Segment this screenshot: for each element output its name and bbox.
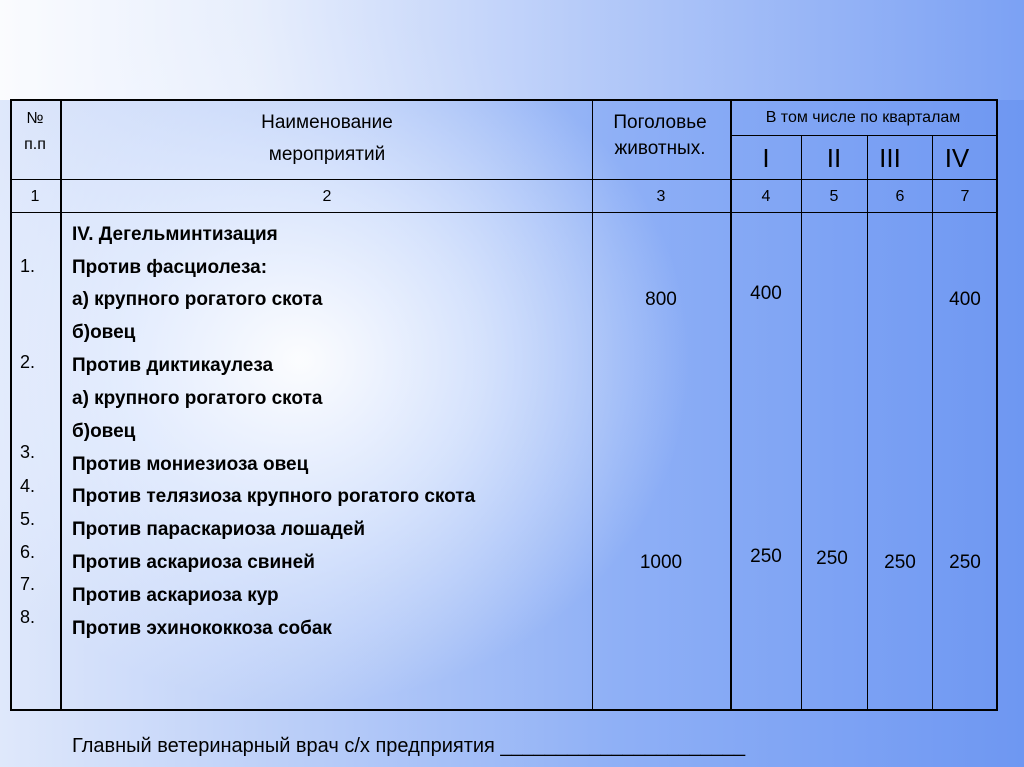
grid-line <box>801 136 802 710</box>
quarter-3-value: 250 <box>884 552 916 573</box>
quarter-2-value: 250 <box>816 548 848 569</box>
measure-item: Против параскариоза лошадей <box>72 519 366 540</box>
header-num-symbol: № <box>26 110 44 127</box>
grid-line <box>932 136 933 710</box>
header-quarter-4: IV <box>944 143 970 173</box>
column-number: 4 <box>761 188 771 205</box>
quarter-1-value: 400 <box>750 283 782 304</box>
livestock-value: 1000 <box>639 552 683 573</box>
row-number: 1. <box>20 256 36 276</box>
measure-item: Против телязиоза крупного рогатого скота <box>72 486 476 507</box>
header-quarter-3: III <box>879 143 901 173</box>
measure-item: Против фасциолеза: <box>72 257 268 278</box>
quarter-4-value: 250 <box>949 552 981 573</box>
header-livestock-line1: Поголовье <box>613 112 707 133</box>
grid-line <box>592 100 593 710</box>
measure-item: б)овец <box>72 322 136 343</box>
header-name-line1: Наименование <box>261 112 393 133</box>
column-number: 5 <box>829 188 839 205</box>
measure-item: Против эхинококкоза собак <box>72 618 332 639</box>
row-number: 4. <box>20 476 36 496</box>
column-number: 7 <box>960 188 970 205</box>
grid-line <box>10 212 998 213</box>
header-quarter-2: II <box>826 143 842 173</box>
background-wash <box>0 0 1024 100</box>
row-number: 6. <box>20 542 36 562</box>
column-number: 6 <box>895 188 905 205</box>
column-number: 1 <box>30 188 40 205</box>
grid-line <box>867 136 868 710</box>
column-number: 2 <box>322 188 332 205</box>
grid-line <box>730 135 998 136</box>
row-number: 5. <box>20 509 36 529</box>
grid-line <box>60 100 62 710</box>
header-quarters-title: В том числе по кварталам <box>765 109 961 126</box>
row-number: 7. <box>20 574 36 594</box>
row-number: 8. <box>20 607 36 627</box>
measure-item: а) крупного рогатого скота <box>72 388 323 409</box>
header-name-line2: мероприятий <box>268 144 386 165</box>
row-number: 2. <box>20 352 36 372</box>
signature-line: Главный ветеринарный врач с/х предприятия ______________________ <box>72 735 746 757</box>
grid-line <box>10 179 998 180</box>
quarter-1-value: 250 <box>750 546 782 567</box>
measure-item: а) крупного рогатого скота <box>72 289 323 310</box>
quarter-4-value: 400 <box>949 289 981 310</box>
measure-item: Против аскариоза кур <box>72 585 279 606</box>
header-num-label: п.п <box>24 136 46 153</box>
measure-item: Против диктикаулеза <box>72 355 274 376</box>
row-number: 3. <box>20 442 36 462</box>
measure-item: Против мониезиоза овец <box>72 454 309 475</box>
livestock-value: 800 <box>645 289 677 310</box>
header-quarter-1: I <box>762 143 770 173</box>
grid-line <box>730 100 732 710</box>
measure-section-title: IV. Дегельминтизация <box>72 224 278 245</box>
measure-item: Против аскариоза свиней <box>72 552 315 573</box>
measure-item: б)овец <box>72 421 136 442</box>
column-number: 3 <box>656 188 666 205</box>
header-livestock-line2: животных. <box>614 138 706 159</box>
